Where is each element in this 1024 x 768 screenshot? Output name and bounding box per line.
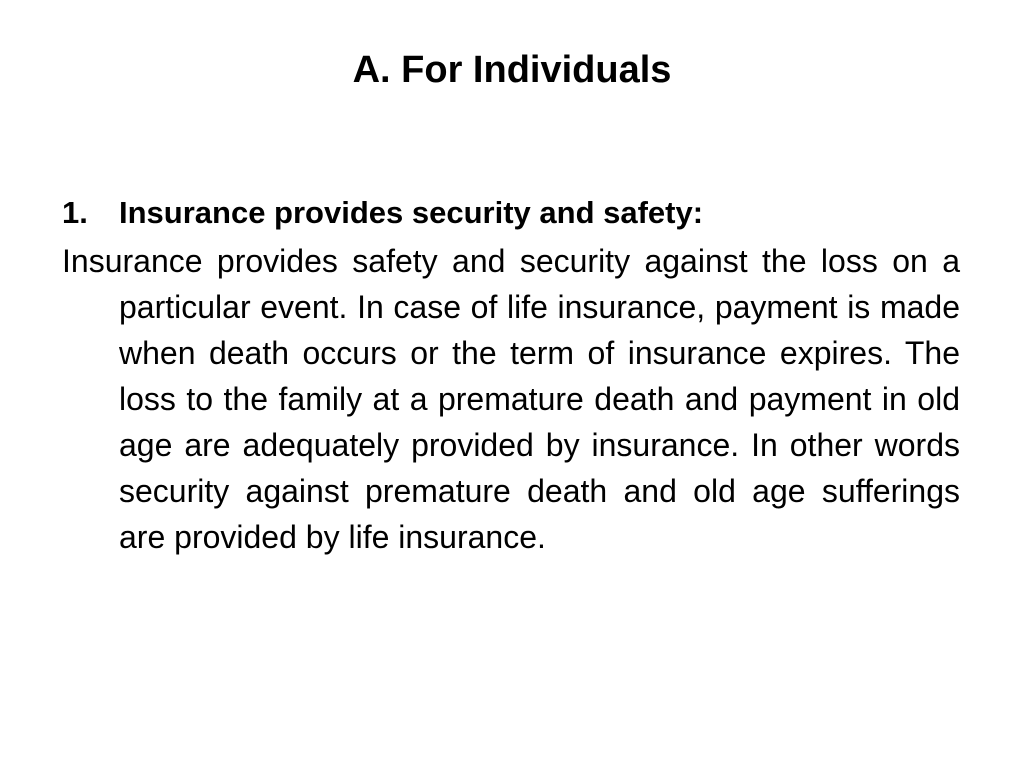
list-item-number: 1. — [62, 195, 88, 230]
body-paragraph: Insurance provides safety and security against the loss on a particular event. In case of life insurance, payment is made when death occurs or the term of insurance expires. The loss to the family at a premature death and payment in old age are adequately provided by insurance. In other words security against premature death and old age sufferings are provided by life insurance. — [62, 243, 960, 555]
slide-title: A. For Individuals — [352, 49, 672, 91]
list-item-heading — [62, 190, 960, 236]
slide-content — [62, 190, 960, 560]
list-item-heading-text: Insurance provides security and safety: — [119, 195, 704, 230]
